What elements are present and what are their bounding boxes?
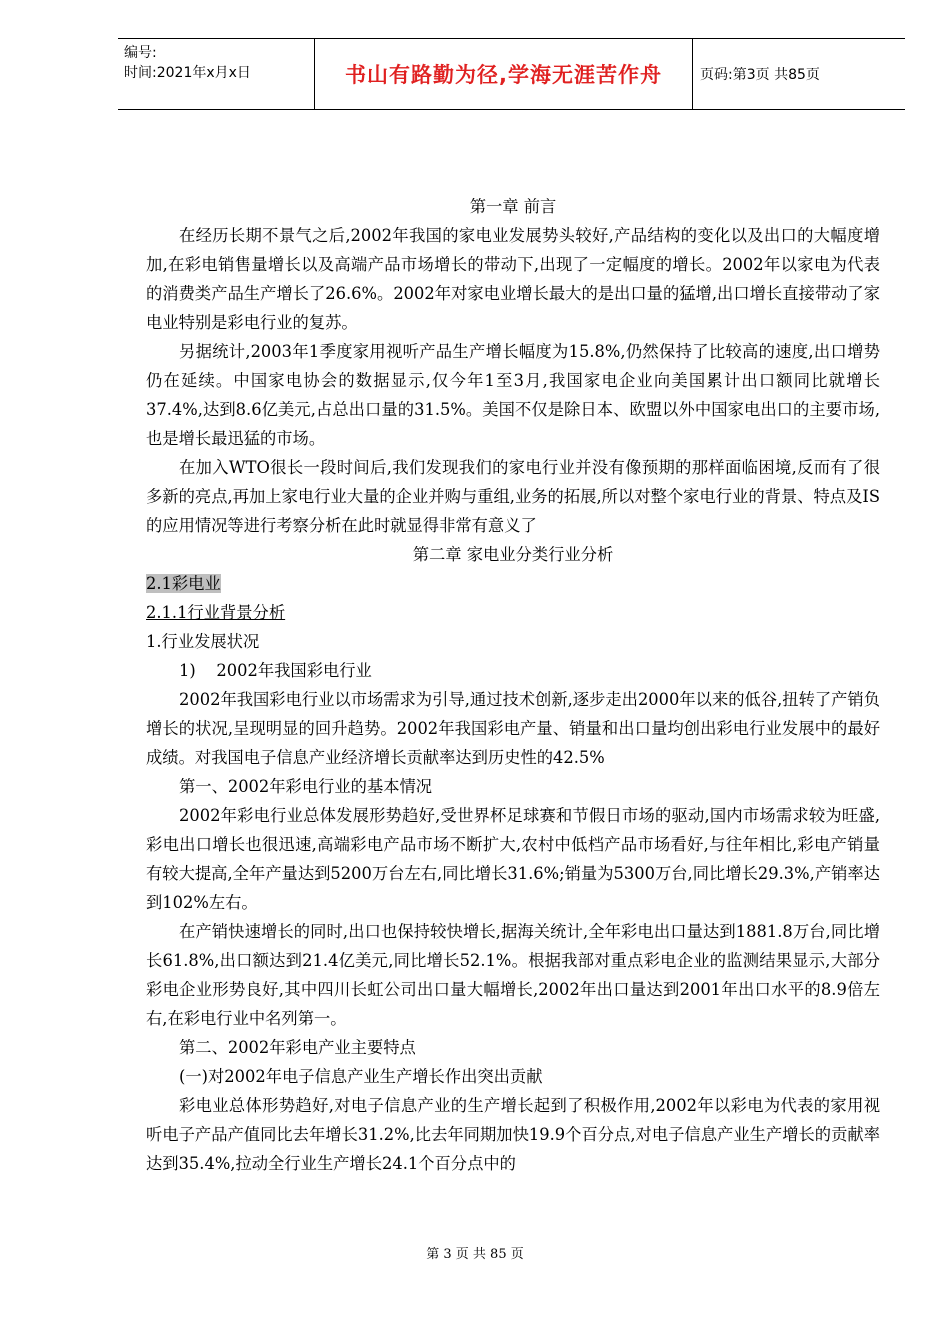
- sub-heading: 第一、2002年彩电行业的基本情况: [179, 777, 433, 796]
- paragraph: 2002年我国彩电行业以市场需求为引导,通过技术创新,逐步走出2000年以来的低谷,扭转了产销负增长的状况,呈现明显的回升趋势。2002年我国彩电产量、销量和出口量均创出彩电行业发展中的最好成绩。对我国电子信息产业经济增长贡献率达到历史性的42.5%: [146, 690, 880, 767]
- chapter-1-title: 第一章 前言: [469, 197, 557, 216]
- list-item: 1.行业发展状况: [146, 632, 260, 651]
- paragraph: 在加入WTO很长一段时间后,我们发现我们的家电行业并没有像预期的那样面临困境,反而有了很多新的亮点,再加上家电行业大量的企业并购与重组,业务的拓展,所以对整个家电行业的背景、特点及IS的应用情况等进行考察分析在此时就显得非常有意义了: [146, 458, 880, 535]
- paragraph: 另据统计,2003年1季度家用视听产品生产增长幅度为15.8%,仍然保持了比较高的速度,出口增势仍在延续。中国家电协会的数据显示,仅今年1至3月,我国家电企业向美国累计出口额同比就增长37.4%,达到8.6亿美元,占总出口量的31.5%。美国不仅是除日本、欧盟以外中国家电出口的主要市场,也是增长最迅猛的市场。: [146, 342, 880, 448]
- sub-heading: (一)对2002年电子信息产业生产增长作出突出贡献: [179, 1067, 543, 1086]
- subsection-heading: [146, 598, 880, 627]
- section-heading: [146, 569, 880, 598]
- paragraph: 2002年彩电行业总体发展形势趋好,受世界杯足球赛和节假日市场的驱动,国内市场需求较为旺盛,彩电出口增长也很迅速,高端彩电产品市场不断扩大,农村中低档产品市场看好,与往年相比,彩电产销量有较大提高,全年产量达到5200万台左右,同比增长31.6%;销量为5300万台,同比增长29.3%,产销率达到102%左右。: [146, 806, 880, 912]
- number-label: 编号:: [124, 45, 157, 61]
- section-2-1-1-title: 2.1.1行业背景分析: [146, 603, 286, 622]
- page-header: [118, 38, 905, 110]
- paragraph: 彩电业总体形势趋好,对电子信息产业的生产增长起到了积极作用,2002年以彩电为代表的家用视听电子产品产值同比去年增长31.2%,比去年同期加快19.9个百分点,对电子信息产业生产增长的贡献率达到35.4%,拉动全行业生产增长24.1个百分点中的: [146, 1096, 880, 1173]
- list-item: 1) 2002年我国彩电行业: [179, 661, 372, 680]
- time-label: 时间:2021年x月x日: [124, 65, 251, 81]
- paragraph: 在产销快速增长的同时,出口也保持较快增长,据海关统计,全年彩电出口量达到1881.8万台,同比增长61.8%,出口额达到21.4亿美元,同比增长52.1%。根据我部对重点彩电企业的监测结果显示,大部分彩电企业形势良好,其中四川长虹公司出口量大幅增长,2002年出口量达到2001年出口水平的8.9倍左右,在彩电行业中名列第一。: [146, 922, 880, 1028]
- document-body: [146, 192, 880, 1178]
- section-2-1-title: 2.1彩电业: [146, 574, 221, 593]
- paragraph: 在经历长期不景气之后,2002年我国的家电业发展势头较好,产品结构的变化以及出口的大幅度增加,在彩电销售量增长以及高端产品市场增长的带动下,出现了一定幅度的增长。2002年以家电为代表的消费类产品生产增长了26.6%。2002年对家电业增长最大的是出口量的猛增,出口增长直接带动了家电业特别是彩电行业的复苏。: [146, 226, 880, 332]
- header-motto: 书山有路勤为径,学海无涯苦作舟: [314, 39, 693, 109]
- header-meta: [118, 39, 314, 109]
- chapter-2-title: 第二章 家电业分类行业分析: [412, 545, 614, 564]
- page-footer: 第 3 页 共 85 页: [426, 1247, 524, 1262]
- sub-heading: 第二、2002年彩电产业主要特点: [179, 1038, 416, 1057]
- header-page-info: 页码:第3页 共85页: [700, 67, 820, 83]
